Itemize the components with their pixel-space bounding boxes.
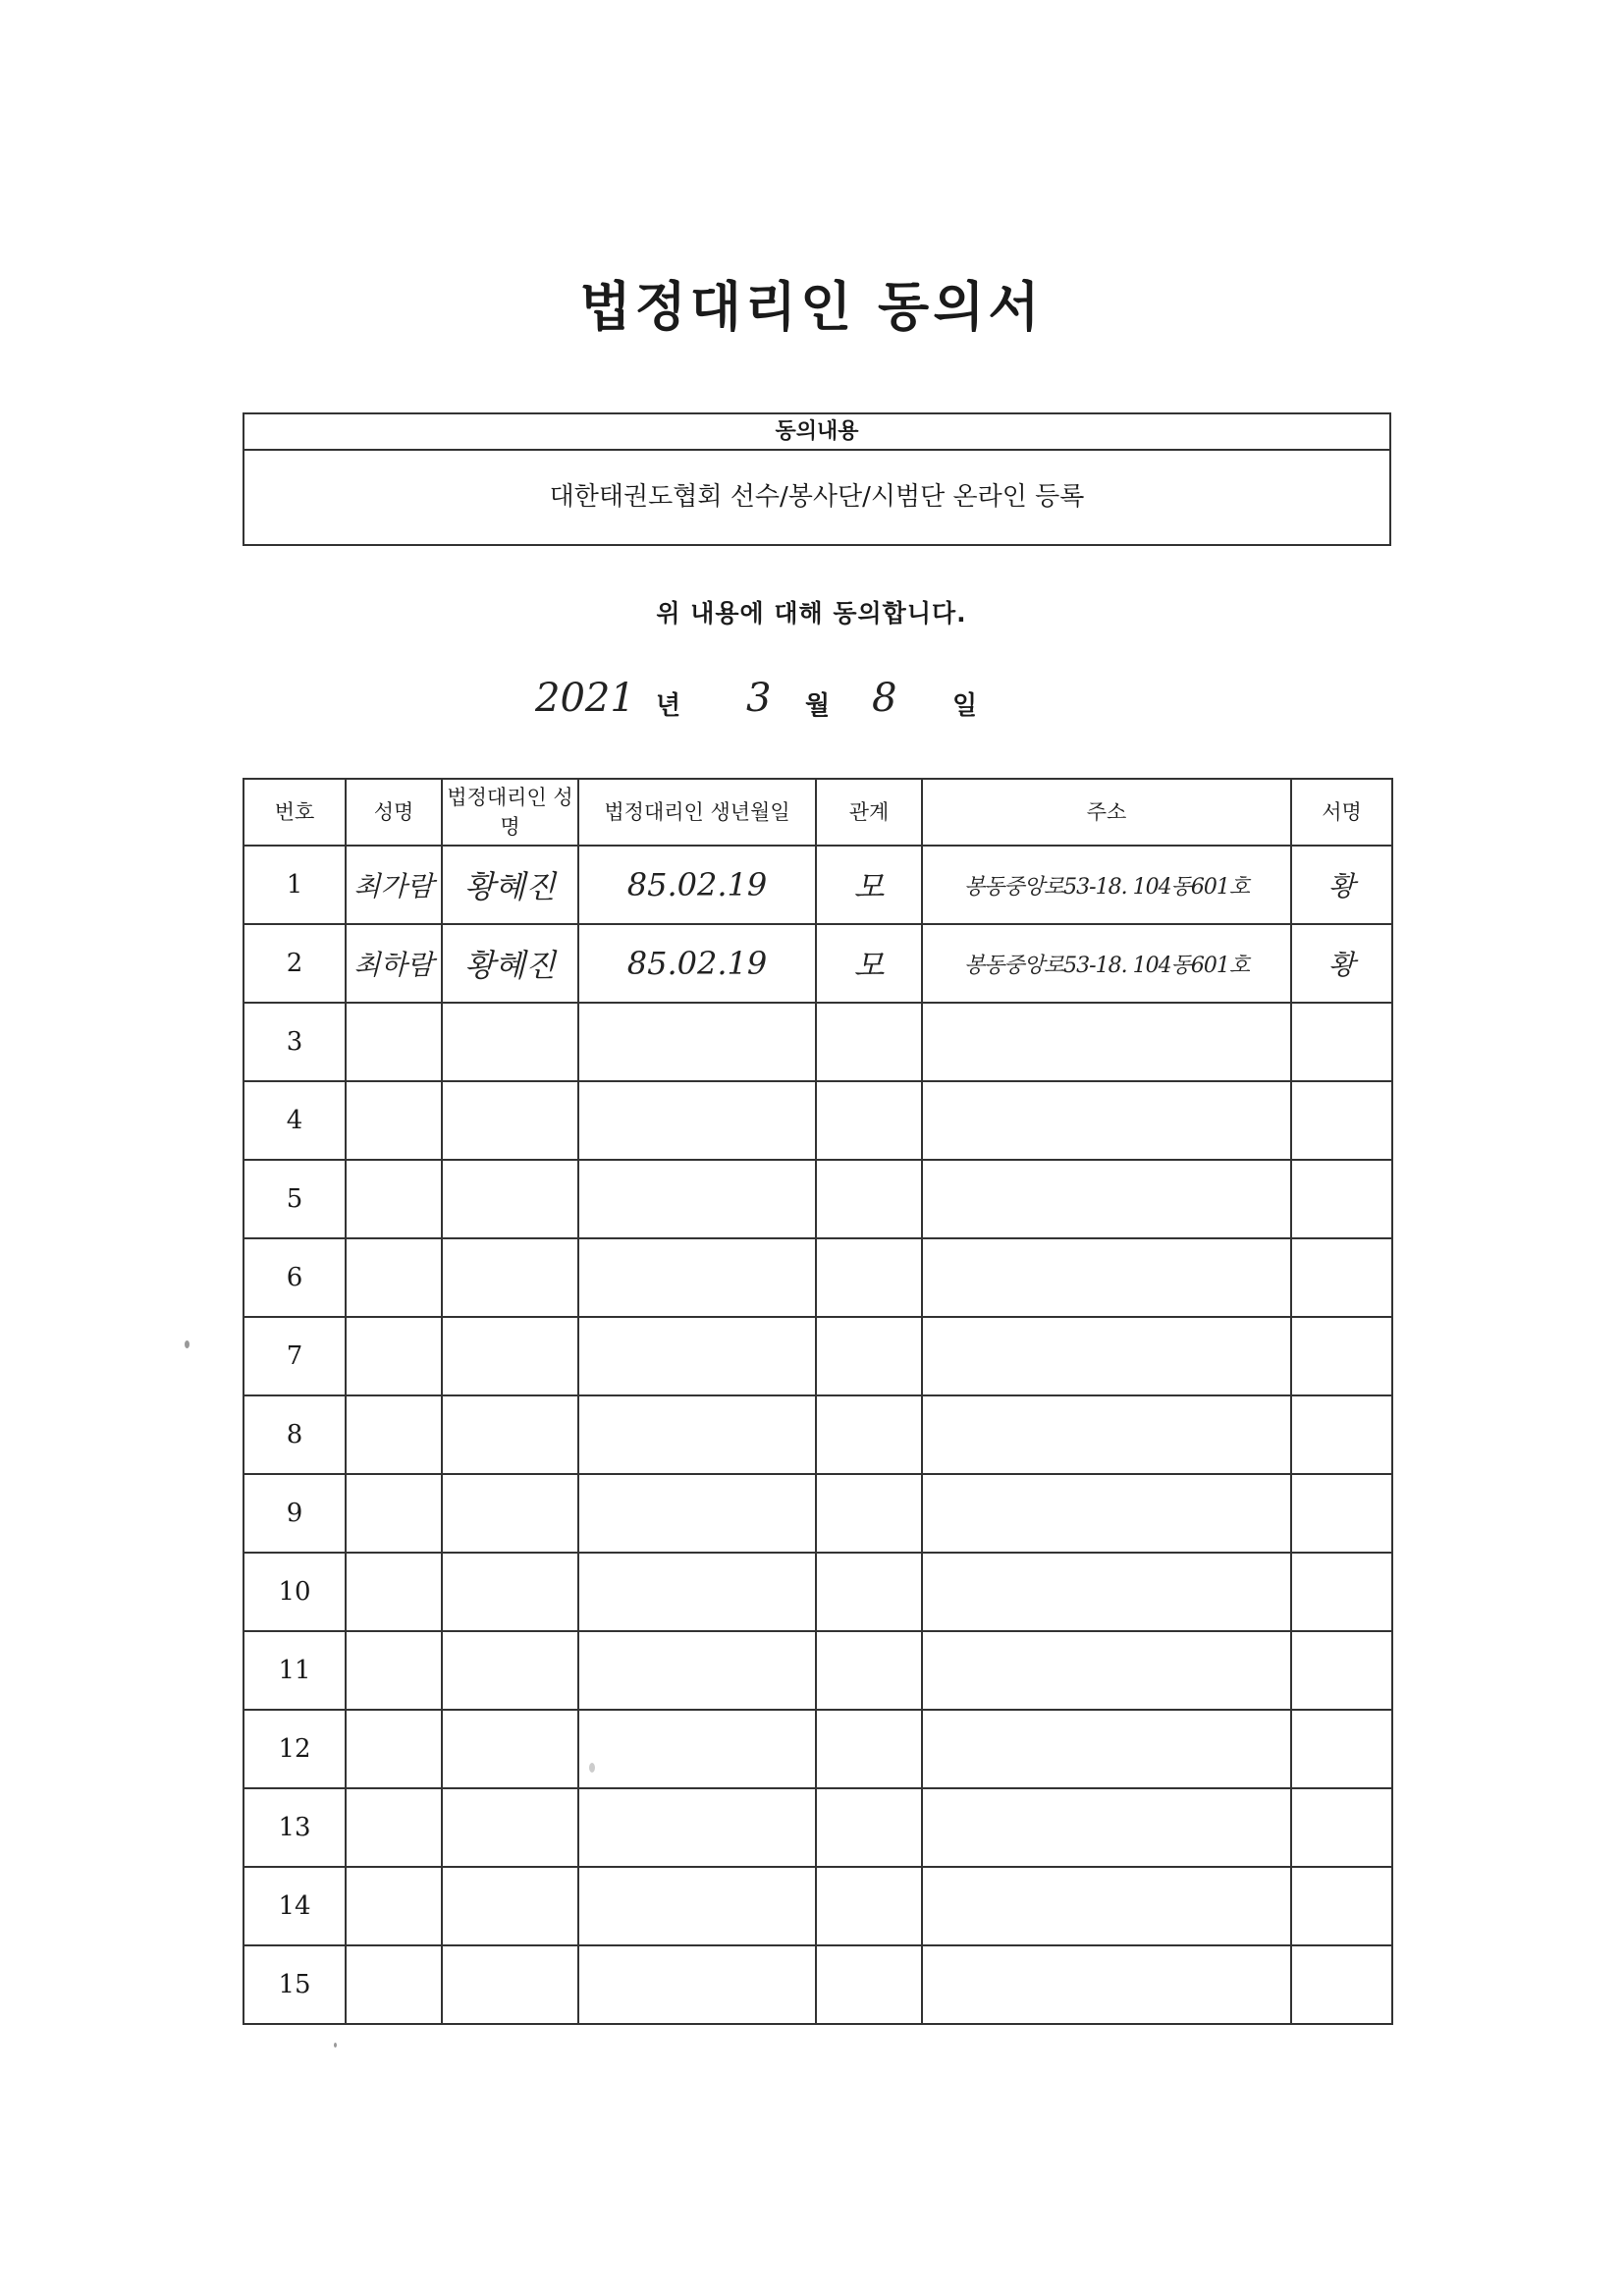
cell-guardian-birth	[578, 1317, 816, 1395]
cell-guardian-name	[442, 1395, 578, 1474]
cell-guardian-birth	[578, 1788, 816, 1867]
scan-speck	[589, 1763, 595, 1773]
cell-signature	[1291, 1003, 1392, 1081]
cell-name	[346, 1867, 442, 1945]
cell-no: 10	[243, 1553, 346, 1631]
cell-relation	[816, 1317, 922, 1395]
table-row	[243, 1317, 1392, 1395]
table-row	[243, 1553, 1392, 1631]
cell-no: 2	[243, 924, 346, 1003]
cell-guardian-birth	[578, 1710, 816, 1788]
cell-address	[922, 1003, 1291, 1081]
cell-name	[346, 1474, 442, 1553]
cell-signature: 황	[1291, 924, 1392, 1003]
document-title: 법정대리인 동의서	[579, 276, 1044, 338]
cell-no: 11	[243, 1631, 346, 1710]
cell-address	[922, 1867, 1291, 1945]
cell-name: 최하람	[346, 924, 442, 1003]
cell-guardian-name: 황혜진	[442, 846, 578, 924]
cell-guardian-birth: 85.02.19	[578, 924, 816, 1003]
cell-no: 14	[243, 1867, 346, 1945]
cell-name	[346, 1710, 442, 1788]
header-signature: 서명	[1291, 779, 1392, 846]
header-relation: 관계	[816, 779, 922, 846]
cell-guardian-birth	[578, 1003, 816, 1081]
cell-guardian-name	[442, 1945, 578, 2024]
cell-address	[922, 1710, 1291, 1788]
cell-name	[346, 1395, 442, 1474]
table-row	[243, 1631, 1392, 1710]
cell-relation	[816, 1788, 922, 1867]
cell-name	[346, 1003, 442, 1081]
cell-address	[922, 1081, 1291, 1160]
cell-guardian-name	[442, 1081, 578, 1160]
cell-signature	[1291, 1867, 1392, 1945]
cell-relation	[816, 1945, 922, 2024]
cell-guardian-birth	[578, 1631, 816, 1710]
cell-signature	[1291, 1160, 1392, 1238]
cell-relation	[816, 1238, 922, 1317]
header-name: 성명	[346, 779, 442, 846]
header-address: 주소	[922, 779, 1291, 846]
consent-box	[243, 412, 1391, 546]
cell-guardian-name	[442, 1710, 578, 1788]
cell-guardian-birth	[578, 1553, 816, 1631]
table-row	[243, 1474, 1392, 1553]
cell-no: 15	[243, 1945, 346, 2024]
cell-guardian-birth	[578, 1395, 816, 1474]
cell-signature: 황	[1291, 846, 1392, 924]
cell-no: 9	[243, 1474, 346, 1553]
cell-guardian-name	[442, 1003, 578, 1081]
scan-speck	[185, 1340, 189, 1348]
cell-no: 7	[243, 1317, 346, 1395]
cell-address	[922, 1317, 1291, 1395]
cell-relation	[816, 1867, 922, 1945]
table-header-row	[243, 779, 1392, 846]
cell-relation	[816, 1474, 922, 1553]
cell-no: 13	[243, 1788, 346, 1867]
cell-guardian-name	[442, 1317, 578, 1395]
cell-name	[346, 1317, 442, 1395]
date-day: 8	[872, 676, 897, 721]
cell-no: 3	[243, 1003, 346, 1081]
table-row	[243, 1710, 1392, 1788]
cell-guardian-name	[442, 1238, 578, 1317]
cell-name: 최가람	[346, 846, 442, 924]
cell-guardian-name	[442, 1474, 578, 1553]
cell-relation	[816, 1631, 922, 1710]
guardian-table	[243, 778, 1393, 2025]
cell-guardian-name	[442, 1553, 578, 1631]
cell-address	[922, 1945, 1291, 2024]
cell-signature	[1291, 1710, 1392, 1788]
date-year-label: 년	[656, 691, 681, 721]
cell-address	[922, 1395, 1291, 1474]
cell-guardian-name	[442, 1867, 578, 1945]
cell-name	[346, 1160, 442, 1238]
cell-address	[922, 1553, 1291, 1631]
header-guardian-birth: 법정대리인 생년월일	[578, 779, 816, 846]
table-row	[243, 1238, 1392, 1317]
cell-signature	[1291, 1474, 1392, 1553]
cell-address: 봉동중앙로53-18. 104동601호	[922, 924, 1291, 1003]
cell-guardian-name	[442, 1631, 578, 1710]
table-row	[243, 1003, 1392, 1081]
cell-address: 봉동중앙로53-18. 104동601호	[922, 846, 1291, 924]
cell-no: 5	[243, 1160, 346, 1238]
cell-no: 6	[243, 1238, 346, 1317]
table-row	[243, 924, 1392, 1003]
date-line	[0, 676, 1623, 735]
cell-guardian-birth	[578, 1160, 816, 1238]
cell-address	[922, 1788, 1291, 1867]
cell-no: 12	[243, 1710, 346, 1788]
scan-speck	[334, 2043, 337, 2048]
cell-name	[346, 1945, 442, 2024]
cell-guardian-birth	[578, 1238, 816, 1317]
date-year: 2021	[535, 676, 635, 721]
table-row	[243, 1395, 1392, 1474]
consent-header: 동의내용	[244, 414, 1389, 451]
cell-address	[922, 1160, 1291, 1238]
cell-name	[346, 1238, 442, 1317]
cell-no: 8	[243, 1395, 346, 1474]
agree-statement: 위 내용에 대해 동의합니다.	[656, 599, 967, 628]
cell-guardian-name	[442, 1160, 578, 1238]
table-row	[243, 1160, 1392, 1238]
table-row	[243, 1945, 1392, 2024]
cell-guardian-name	[442, 1788, 578, 1867]
cell-no: 1	[243, 846, 346, 924]
cell-name	[346, 1788, 442, 1867]
cell-relation	[816, 1081, 922, 1160]
cell-signature	[1291, 1788, 1392, 1867]
cell-signature	[1291, 1631, 1392, 1710]
header-no: 번호	[243, 779, 346, 846]
cell-signature	[1291, 1081, 1392, 1160]
cell-relation	[816, 1553, 922, 1631]
cell-signature	[1291, 1317, 1392, 1395]
cell-relation	[816, 1160, 922, 1238]
date-month-label: 월	[805, 691, 831, 721]
cell-signature	[1291, 1395, 1392, 1474]
cell-relation: 모	[816, 846, 922, 924]
cell-guardian-birth	[578, 1474, 816, 1553]
cell-name	[346, 1081, 442, 1160]
cell-address	[922, 1238, 1291, 1317]
cell-signature	[1291, 1945, 1392, 2024]
cell-address	[922, 1474, 1291, 1553]
cell-guardian-birth	[578, 1867, 816, 1945]
cell-relation	[816, 1395, 922, 1474]
date-month: 3	[746, 676, 772, 721]
table-row	[243, 846, 1392, 924]
header-guardian-name: 법정대리인 성명	[442, 779, 578, 846]
cell-no: 4	[243, 1081, 346, 1160]
table-row	[243, 1788, 1392, 1867]
cell-guardian-name: 황혜진	[442, 924, 578, 1003]
cell-relation: 모	[816, 924, 922, 1003]
cell-address	[922, 1631, 1291, 1710]
cell-signature	[1291, 1238, 1392, 1317]
table-row	[243, 1867, 1392, 1945]
cell-guardian-birth	[578, 1081, 816, 1160]
cell-guardian-birth	[578, 1945, 816, 2024]
cell-name	[346, 1553, 442, 1631]
consent-content: 대한태권도협회 선수/봉사단/시범단 온라인 등록	[549, 482, 1085, 512]
cell-name	[346, 1631, 442, 1710]
date-day-label: 일	[952, 691, 978, 721]
cell-guardian-birth: 85.02.19	[578, 846, 816, 924]
table-row	[243, 1081, 1392, 1160]
cell-relation	[816, 1003, 922, 1081]
cell-signature	[1291, 1553, 1392, 1631]
cell-relation	[816, 1710, 922, 1788]
